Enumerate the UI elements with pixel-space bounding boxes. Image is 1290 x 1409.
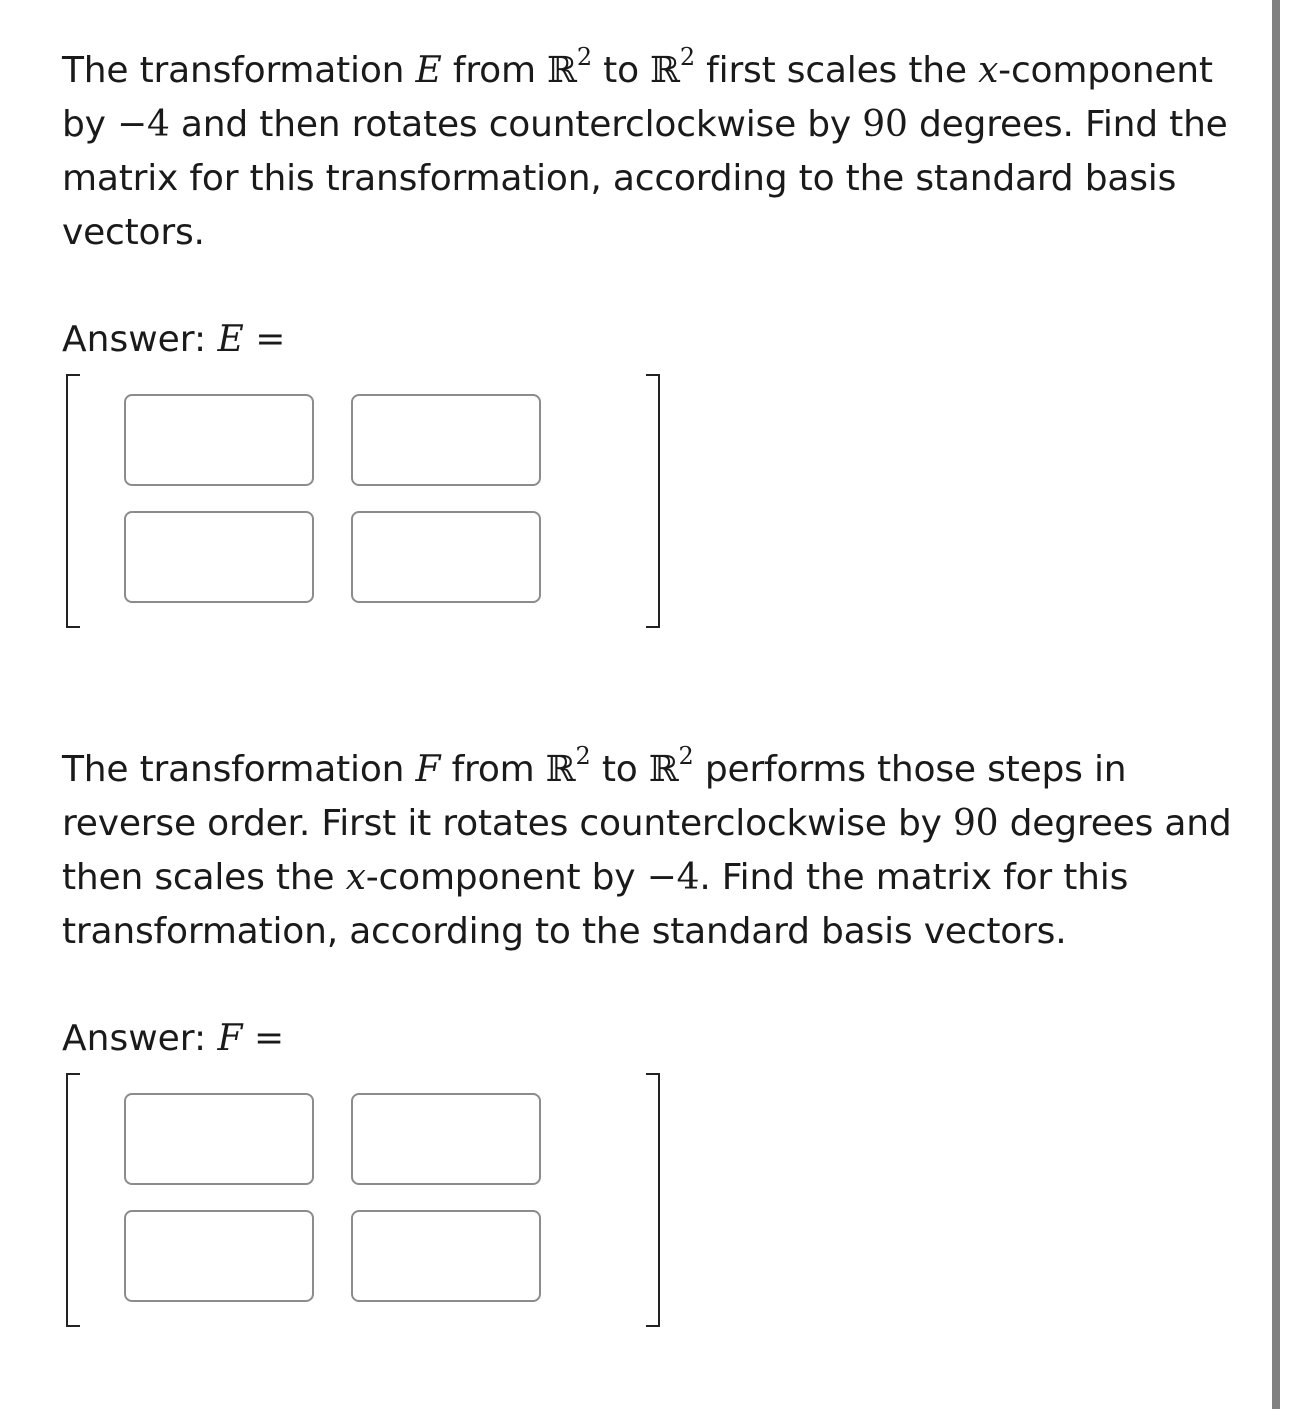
matrix-e-cell-1-2[interactable] — [351, 394, 541, 486]
left-bracket — [66, 374, 80, 628]
left-bracket — [66, 1073, 80, 1327]
matrix-e-cell-2-1[interactable] — [124, 511, 314, 603]
right-bracket — [646, 374, 660, 628]
matrix-f — [62, 1073, 602, 1325]
right-bracket — [646, 1073, 660, 1327]
matrix-f-cell-2-1[interactable] — [124, 1210, 314, 1302]
matrix-e-cell-1-1[interactable] — [124, 394, 314, 486]
problem-f-text: The transformation F from ℝ$^2$ to ℝ$^2$ performs those steps in reverse order. First it rotates counterclockwise by 90 degrees and then scales the x-component by −4. Find the matrix for this transformation, according to the standard basis vectors. — [62, 742, 1232, 952]
scrollbar-edge — [1272, 0, 1280, 1409]
matrix-e-cell-2-2[interactable] — [351, 511, 541, 603]
matrix-f-cell-1-2[interactable] — [351, 1093, 541, 1185]
var-e: E — [415, 50, 442, 91]
var-f: F — [415, 749, 441, 790]
answer-e-label: Answer: E = — [62, 319, 286, 360]
matrix-f-cell-2-2[interactable] — [351, 1210, 541, 1302]
problem-e-text: The transformation E from ℝ$^2$ to ℝ$^2$ first scales the x-component by −4 and then rotates counterclockwise by 90 degrees. Find the matrix for this transformation, according to the standard basis vectors. — [62, 43, 1228, 253]
matrix-e — [62, 374, 602, 626]
matrix-f-cell-1-1[interactable] — [124, 1093, 314, 1185]
answer-f-label: Answer: F = — [62, 1018, 285, 1059]
